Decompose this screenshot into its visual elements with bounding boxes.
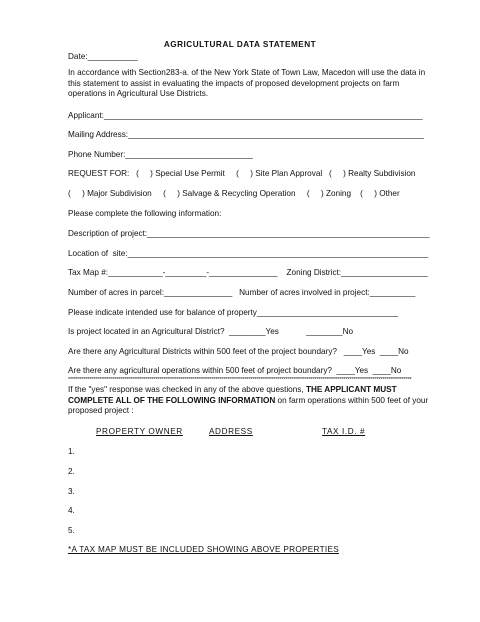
list-item: 3. [68,487,75,496]
request-options-row-2[interactable]: ( ) Major Subdivision ( ) Salvage & Recycling Operation ( ) Zoning ( ) Other [68,189,400,198]
instructions-text: Please complete the following information: [68,209,222,218]
yes-text-post: on farm operations within 500 feet of your proposed project : [68,395,429,415]
question-districts-500ft[interactable]: Are there any Agricultural Districts within 500 feet of the project boundary? ____Yes ____No [68,347,409,356]
question-ag-district[interactable]: Is project located in an Agricultural District? ________Yes ________No [68,327,354,336]
list-item: 4. [68,506,75,515]
project-description-field[interactable]: Description of project:______________________________________________________________ [68,229,430,238]
form-title: AGRICULTURAL DATA STATEMENT [163,40,317,49]
yes-text-pre: If the "yes" response was checked in any of the above questions, [68,385,306,394]
list-item: 5. [68,526,75,535]
tax-map-zoning-field[interactable]: Tax Map #:____________-_________-_______________ Zoning District:___________________ [68,268,428,277]
site-location-field[interactable]: Location of site:__________________________________________________________________ [68,249,429,258]
separator-line: ********************************************************************************************************************************************************************************* [68,377,412,383]
column-address: ADDRESS [209,427,253,436]
column-tax-id: TAX I.D. # [322,427,366,436]
applicant-field[interactable]: Applicant:______________________________________________________________________ [68,111,423,120]
yes-response-paragraph [68,385,430,417]
yes-text-bold: THE APPLICANT MUST COMPLETE ALL OF THE FOLLOWING INFORMATION [68,385,397,405]
acres-field[interactable]: Number of acres in parcel:_______________ Number of acres involved in project:__________ [68,288,416,297]
mailing-address-field[interactable]: Mailing Address:_________________________________________________________________ [68,130,425,139]
intro-paragraph: In accordance with Section283-a. of the New York State of Town Law, Macedon will use the data in this statement to assist in evaluating the impacts of proposed development projects on farm operations in Agricultural Use Districts. [68,68,426,98]
column-property-owner: PROPERTY OWNER [96,427,183,436]
date-field[interactable]: Date:___________ [68,52,138,61]
request-options-row-1[interactable]: REQUEST FOR: ( ) Special Use Permit ( ) Site Plan Approval ( ) Realty Subdivision [68,169,416,178]
list-item: 2. [68,467,75,476]
tax-map-footnote: *A TAX MAP MUST BE INCLUDED SHOWING ABOVE PROPERTIES [68,545,339,554]
list-item: 1. [68,447,75,456]
intended-use-field[interactable]: Please indicate intended use for balance of property_______________________________ [68,308,399,317]
phone-number-field[interactable]: Phone Number:____________________________ [68,150,253,159]
question-operations-500ft[interactable]: Are there any agricultural operations within 500 feet of project boundary? ____Yes ____No [68,366,402,375]
